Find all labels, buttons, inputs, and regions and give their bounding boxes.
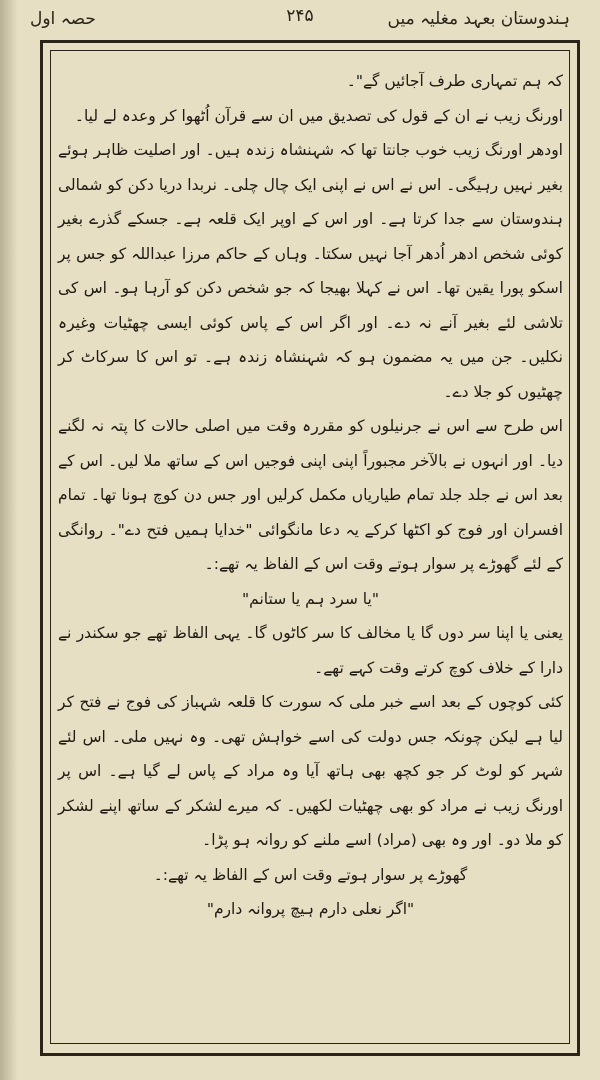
verse-2: "اگر نعلی دارم ہیچ پروانہ دارم" — [206, 900, 415, 918]
paragraph-6: کئی کوچوں کے بعد اسے خبر ملی کہ سورت کا قلعہ شہباز کی فوج نے فتح کر لیا ہے لیکن چونکہ جس دولت کی اسے خواہش تھی۔ وہ نہیں ملی۔ اس لئے شہر کو لوٹ کر جو کچھ بھی ہاتھ آیا وہ مراد کے پاس لے گیا ہے۔ اس پر اورنگ زیب نے مراد کو بھی چھٹیات لکھیں۔ کہ میرے لشکر کے ساتھ اپنے لشکر کو ملا دو۔ اور وہ بھی (مراد) اسے ملنے کو روانہ ہو پڑا۔ — [58, 693, 563, 849]
body-text — [58, 64, 563, 1039]
header-book-title: ہندوستان بعہد مغلیہ میں — [387, 9, 570, 29]
paragraph-5: یعنی یا اپنا سر دوں گا یا مخالف کا سر کاٹوں گا۔ یہی الفاظ تھے جو سکندر نے دارا کے خلاف کوچ کرتے وقت کہے تھے۔ — [58, 624, 563, 677]
running-header — [30, 2, 570, 36]
verse-1: "یا سرد ہم یا ستانم" — [242, 589, 379, 608]
header-part-label: حصہ اول — [30, 9, 96, 29]
paragraph-4: اس طرح سے اس نے جرنیلوں کو مقررہ وقت میں اصلی حالات کا پتہ نہ لگنے دیا۔ اور انہوں نے بالآخر مجبوراً اپنی اپنی فوجیں اس کے ساتھ ملا لیں۔ اس کے بعد اس نے جلد جلد تمام طیاریاں مکمل کرلیں اور جس دن کوچ ہونا تھا۔ تمام افسران اور فوج کو اکٹھا کرکے یہ دعا مانگوائی "خدایا ہمیں فتح دے"۔ روانگی کے لئے گھوڑے پر سوار ہوتے وقت اس کے الفاظ یہ تھے:۔ — [58, 417, 563, 573]
paragraph-2: اورنگ زیب نے ان کے قول کی تصدیق میں ان سے قرآن اُٹھوا کر وعدہ لے لیا۔ — [74, 106, 563, 125]
paragraph-3: اودھر اورنگ زیب خوب جانتا تھا کہ شہنشاہ زندہ ہیں۔ اور اصلیت ظاہر ہوئے بغیر نہیں رہیگی۔ اس نے اس نے اپنی ایک چال چلی۔ نربدا دریا دکن کو شمالی ہندوستان سے جدا کرتا ہے۔ اور اس کے اوپر ایک قلعہ ہے۔ جسکے گذرے بغیر کوئی شخص ادھر اُدھر آجا نہیں سکتا۔ وہاں کے حاکم مرزا عبداللہ کو جس پر اسکو پورا یقین تھا۔ اس نے کہلا بھیجا کہ جو شخص دکن کو آرہا ہو۔ اس کی تلاشی لئے بغیر آنے نہ دے۔ اور اگر اس کے پاس کوئی ایسی چھٹیات وغیرہ نکلیں۔ جن میں یہ مضمون ہو کہ شہنشاہ زندہ ہے۔ تو اس کا سرکاٹ کر چھٹیوں کو جلا دے۔ — [58, 141, 563, 401]
page-number: ۲۴۵ — [286, 6, 314, 26]
paragraph-7: گھوڑے پر سوار ہوتے وقت اس کے الفاظ یہ تھے:۔ — [153, 865, 468, 884]
paragraph-1: کہ ہم تمہاری طرف آجائیں گے"۔ — [346, 72, 563, 90]
page-spine-shadow — [0, 0, 18, 1080]
